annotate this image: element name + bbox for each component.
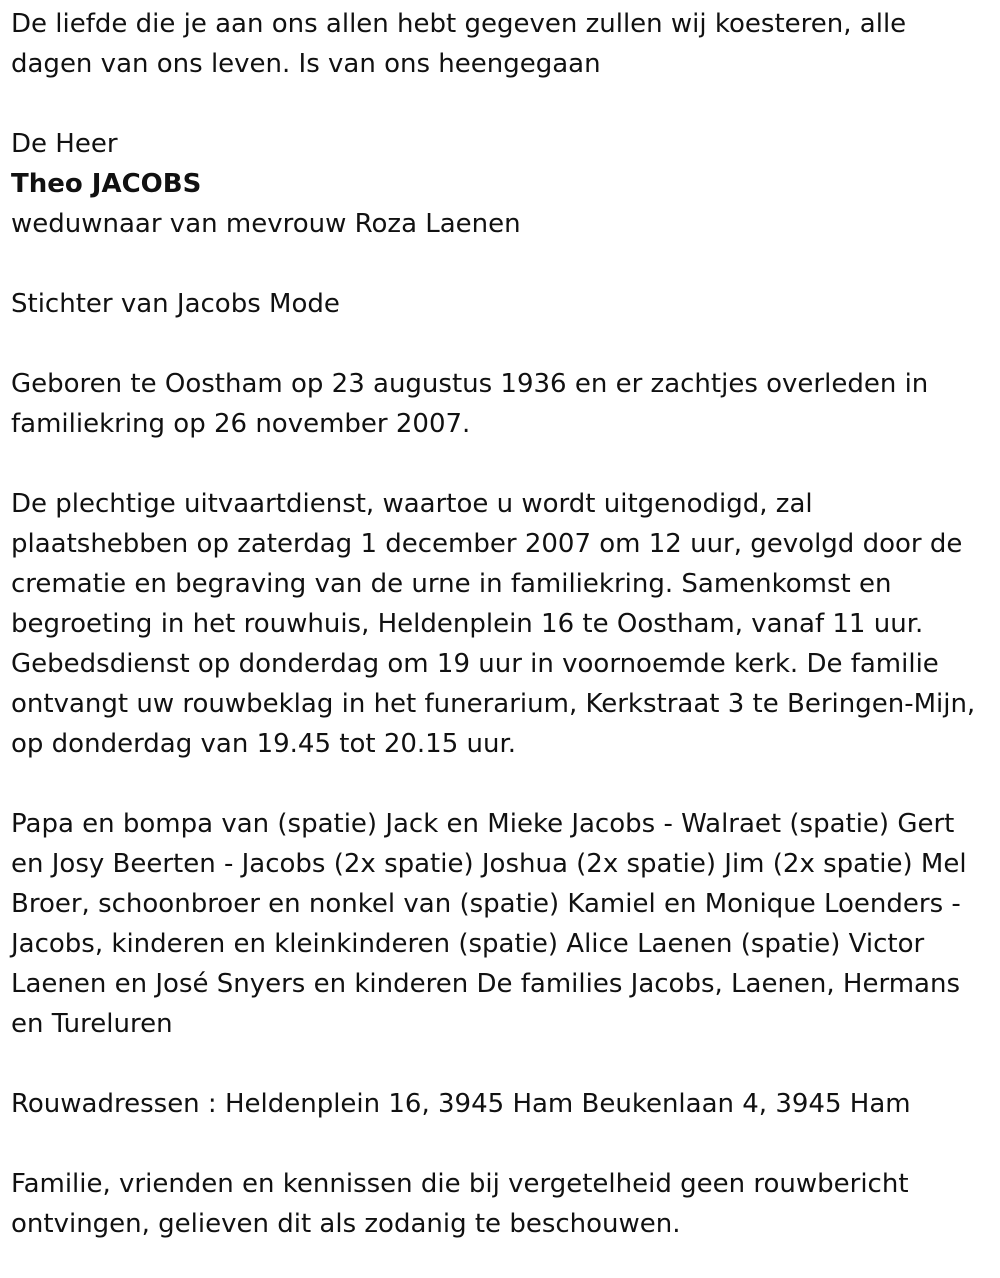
- spacer: [11, 324, 986, 364]
- spacer: [11, 1044, 986, 1084]
- widower-line: weduwnaar van mevrouw Roza Laenen: [11, 209, 521, 239]
- title-prefix: De Heer: [11, 129, 118, 159]
- funeral-text: De plechtige uitvaartdienst, waartoe u wordt uitgenodigd, zal plaatshebben op zaterdag 1 december 2007 om 12 uur, gevolgd door de crematie en begraving van de urne in familiekring. Samenkomst en begroeting in het rouwhuis, Heldenplein 16 te Oostham, vanaf 11 uur. Gebedsdienst op donderdag om 19 uur in voornoemde kerk. De familie ontvangt uw rouwbeklag in het funerarium, Kerkstraat 3 te Beringen-Mijn, op donderdag van 19.45 tot 20.15 uur.: [11, 489, 976, 759]
- founder-line: Stichter van Jacobs Mode: [11, 289, 340, 319]
- closing-text: Familie, vrienden en kennissen die bij vergetelheid geen rouwbericht ontvingen, gelieven dit als zodanig te beschouwen.: [11, 1169, 909, 1239]
- addresses-text: Rouwadressen : Heldenplein 16, 3945 Ham Beukenlaan 4, 3945 Ham: [11, 1089, 911, 1119]
- opening-text: De liefde die je aan ons allen hebt gegeven zullen wij koesteren, alle dagen van ons leven. Is van ons heengegaan: [11, 9, 907, 79]
- spacer: [11, 444, 986, 484]
- birth-death-text: Geboren te Oostham op 23 augustus 1936 en er zachtjes overleden in familiekring op 26 november 2007.: [11, 369, 929, 439]
- spacer: [11, 244, 986, 284]
- obituary-notice: [11, 4, 986, 1244]
- spacer: [11, 1124, 986, 1164]
- deceased-name: Theo JACOBS: [11, 169, 202, 199]
- spacer: [11, 764, 986, 804]
- spacer: [11, 84, 986, 124]
- family-text: Papa en bompa van (spatie) Jack en Mieke Jacobs - Walraet (spatie) Gert en Josy Beerten - Jacobs (2x spatie) Joshua (2x spatie) Jim (2x spatie) Mel Broer, schoonbroer en nonkel van (spatie) Kamiel en Monique Loenders - Jacobs, kinderen en kleinkinderen (spatie) Alice Laenen (spatie) Victor Laenen en José Snyers en kinderen De families Jacobs, Laenen, Hermans en Tureluren: [11, 809, 967, 1039]
